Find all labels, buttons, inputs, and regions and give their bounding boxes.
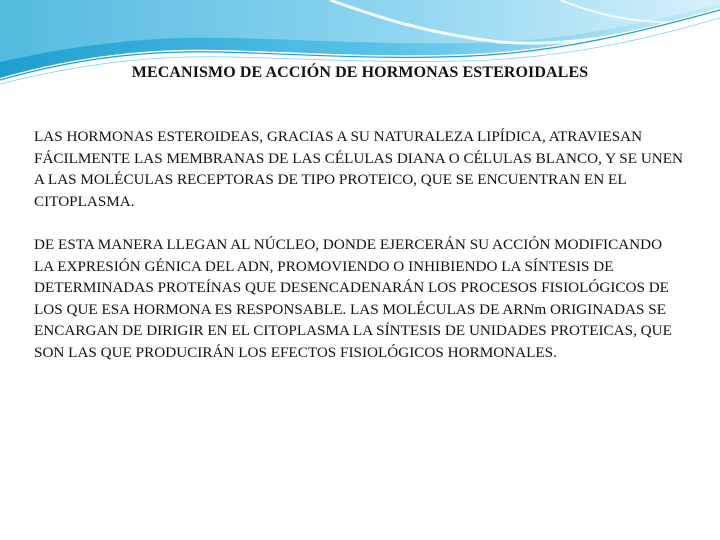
body-paragraph: DE ESTA MANERA LLEGAN AL NÚCLEO, DONDE EJERCERÁN SU ACCIÓN MODIFICANDO LA EXPRESIÓN GÉNICA DEL ADN, PROMOVIENDO O INHIBIENDO LA SÍNTESIS DE DETERMINADAS PROTEÍNAS QUE DESENCADENARÁN LOS PROCESOS FISIOLÓGICOS DE LOS QUE ESA HORMONA ES RESPONSABLE. LAS MOLÉCULAS DE ARNm ORIGINADAS SE ENCARGAN DE DIRIGIR EN EL CITOPLASMA LA SÍNTESIS DE UNIDADES PROTEICAS, QUE SON LAS QUE PRODUCIRÁN LOS EFECTOS FISIOLÓGICOS HORMONALES.: [34, 235, 672, 361]
slide-title: MECANISMO DE ACCIÓN DE HORMONAS ESTEROIDALES: [131, 64, 589, 81]
slide-body: [34, 126, 684, 385]
body-paragraph: LAS HORMONAS ESTEROIDEAS, GRACIAS A SU NATURALEZA LIPÍDICA, ATRAVIESAN FÁCILMENTE LAS MEMBRANAS DE LAS CÉLULAS DIANA O CÉLULAS BLANCO, Y SE UNEN A LAS MOLÉCULAS RECEPTORAS DE TIPO PROTEICO, QUE SE ENCUENTRAN EN EL CITOPLASMA.: [34, 128, 683, 210]
wave-banner-decoration: [0, 0, 720, 100]
